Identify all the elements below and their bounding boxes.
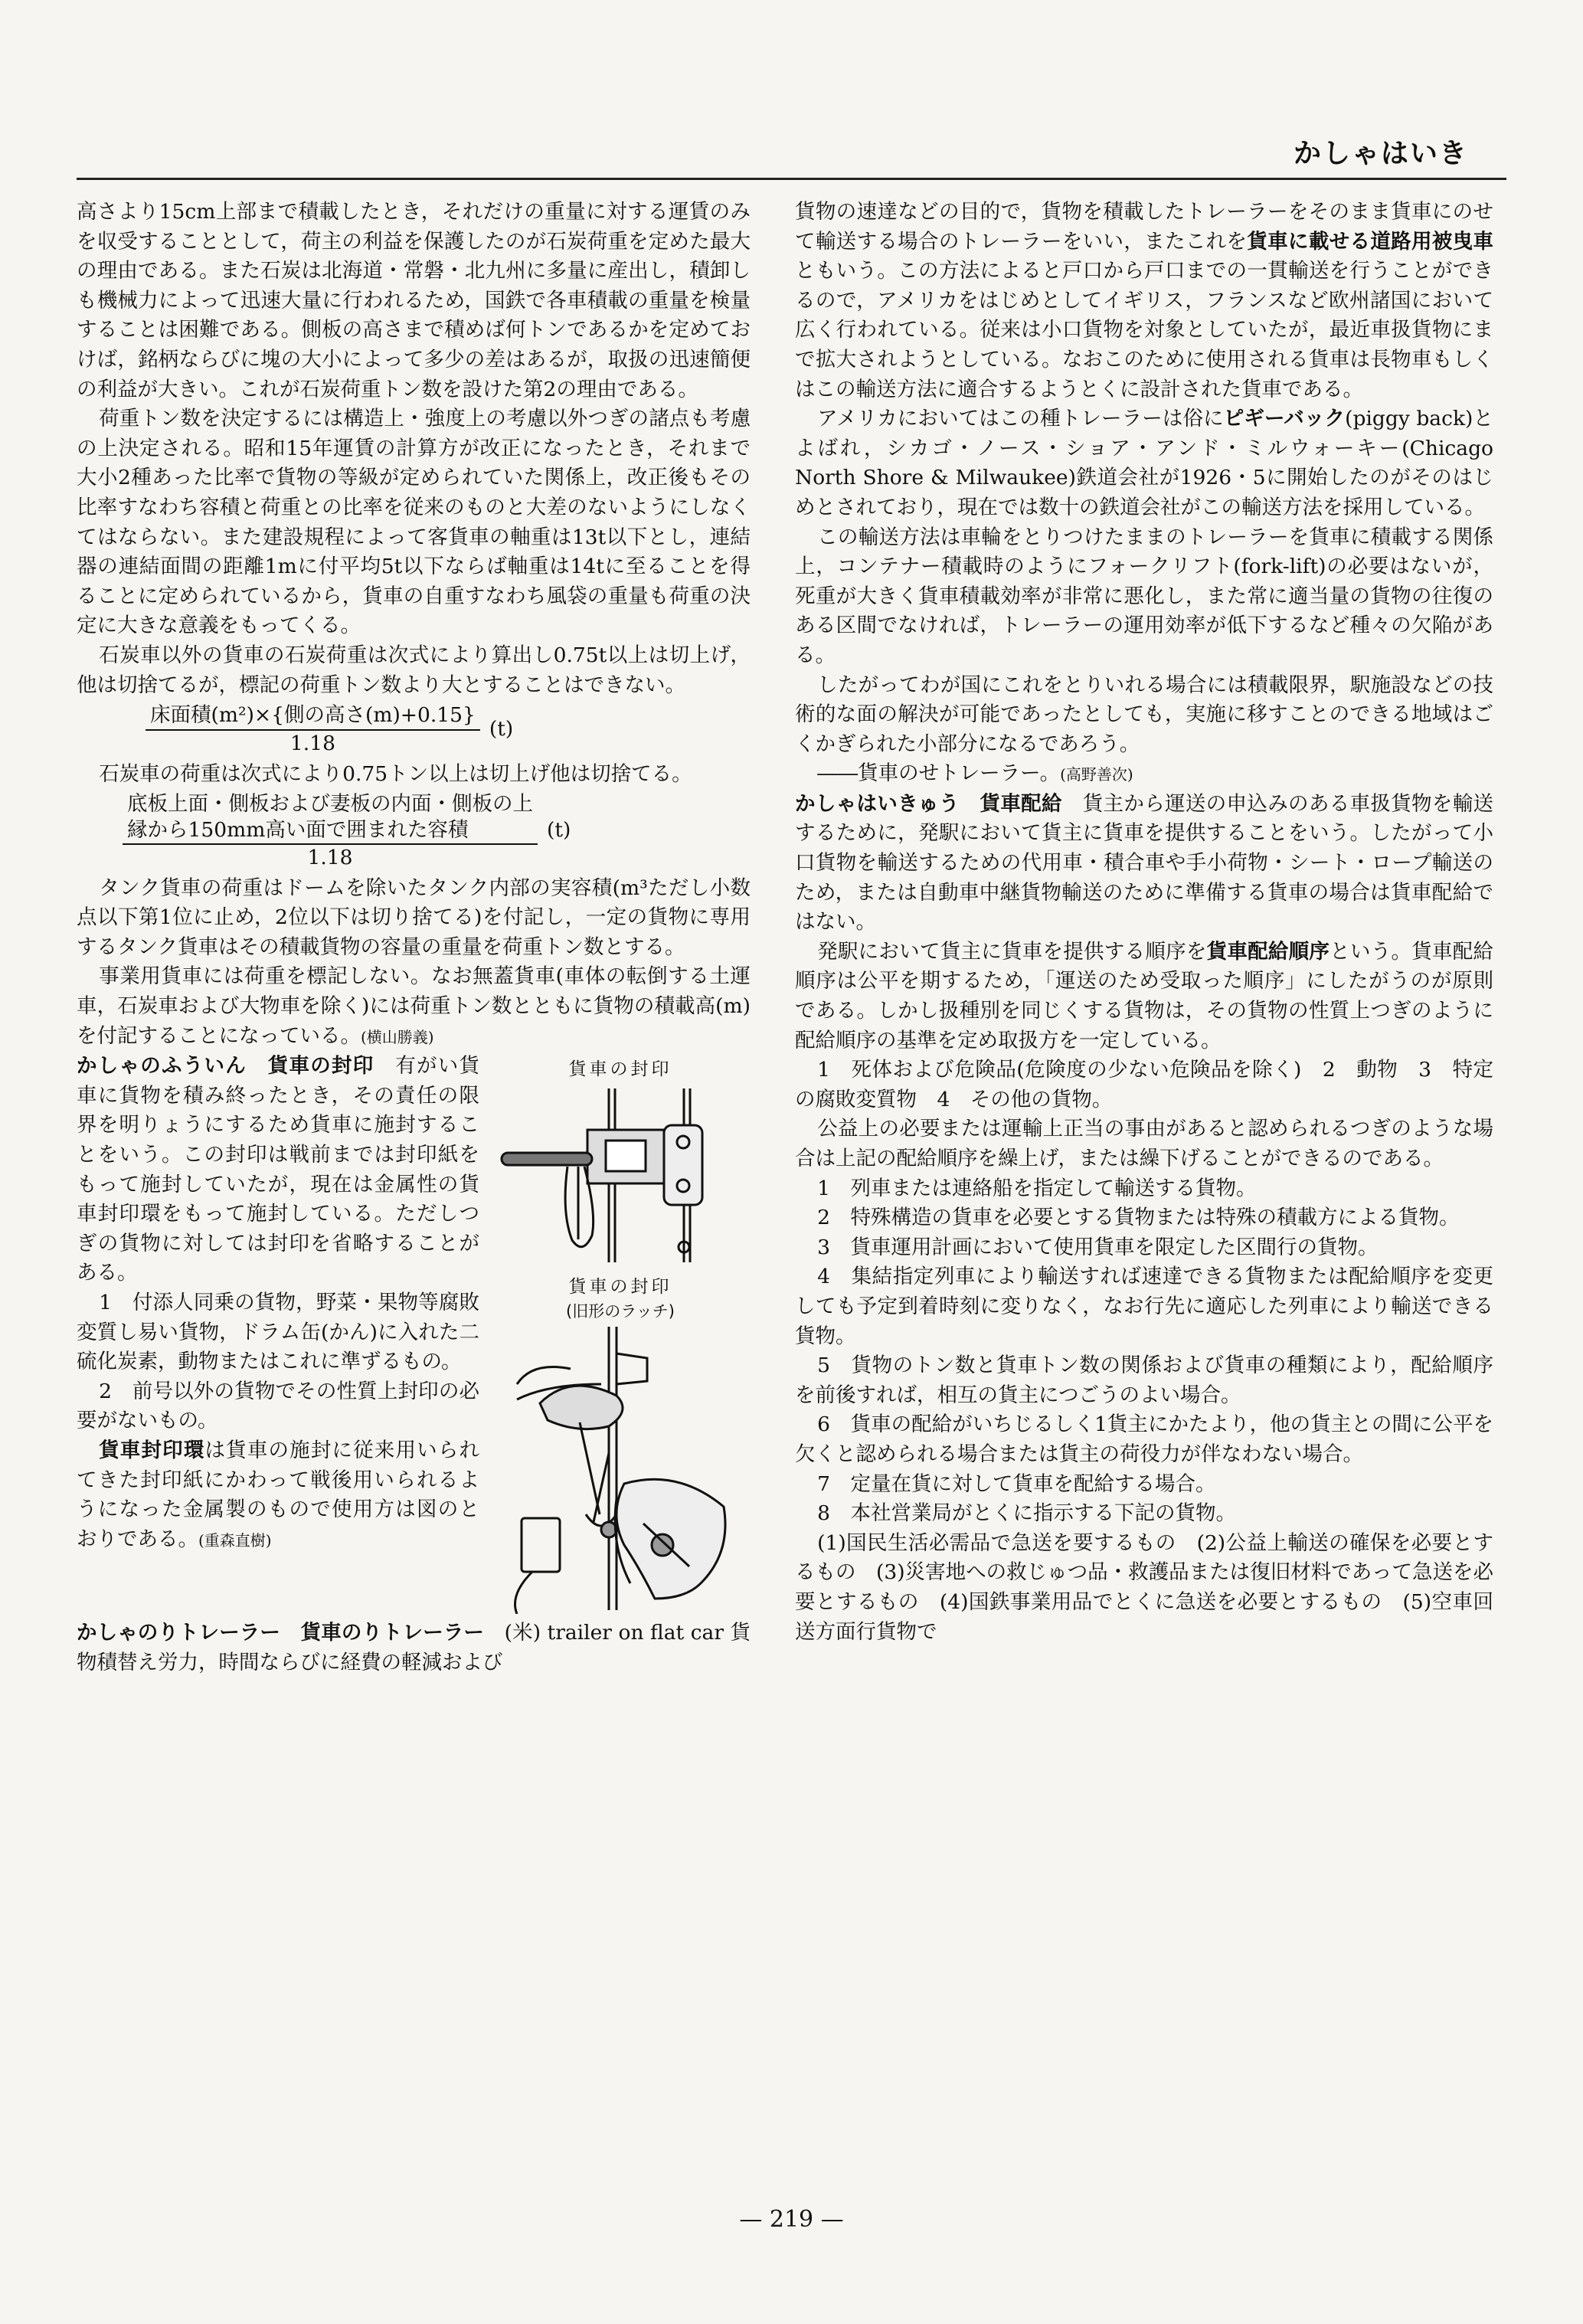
trailer-drawbacks-paragraph: この輸送方法は車輪をとりつけたままのトレーラーを貨車に積載する関係上，コンテナー積載時のようにフォークリフト(fork-lift)の必要はないが，死重が大きく貨車積載効率が非常に悪化し，また常に適当量の貨物の往復のある区間でなければ，トレーラーの運用効率が低下するなど種々の欠陥がある。 (795, 525, 1493, 667)
bold-term: 貨車配給順序 (1206, 939, 1330, 964)
exception-item-6: 6 貨車の配給がいちじるしく1貨主にかたより，他の貨主との間に公平を欠くと認められる場合または貨主の荷役力が伴なわない場合。 (795, 1412, 1493, 1466)
bold-term: 貨車に載せる道路用被曳車 (1247, 229, 1494, 254)
formula-1-numerator: 床面積(m²)×{側の高さ(m)+0.15} (146, 702, 480, 731)
entry-body: 有がい貨車に貨物を積み終ったとき，その責任の限界を明りょうにするため貨車に施封することをいう。この封印は戦前までは封印紙をもって施封していたが，現在は金属性の貨車封印環をもって施封している。ただしつぎの貨物に対しては封印を省略することがある。 (77, 1054, 479, 1285)
text: アメリカにおいてはこの種トレーラーは俗に (817, 407, 1224, 431)
coal-load-formula-intro: 石炭車以外の貨車の石炭荷重は次式により算出し0.75t以上は切上げ，他は切捨てるが，標記の荷重トン数より大とすることはできない。 (77, 643, 751, 697)
author-credit: (横山勝義) (361, 1027, 434, 1046)
old-latch-illustration (494, 1323, 747, 1614)
seal-ring-text: は貨車の施封に従来用いられてきた封印紙にかわって戦後用いられるようになった金属製のもので使用方は図のとおりである。 (77, 1438, 480, 1551)
bold-term: ピギーバック (1223, 407, 1346, 431)
exempt-item-2: 2 前号以外の貨物でその性質上封印の必要がないもの。 (77, 1379, 479, 1433)
header-rule (77, 178, 1506, 180)
figure-2-caption: 貨車の封印 (568, 1277, 672, 1298)
entry-gloss: 貨車のりトレーラー (300, 1621, 485, 1645)
exception-item-5: 5 貨物のトン数と貨車トン数の関係および貨車の種類により，配給順序を前後すれば，相互の貨主につごうのよい場合。 (795, 1353, 1493, 1407)
text: (piggy back)とよばれ，シカゴ・ノース・ショア・アンド・ミルウォーキー(Chicago North Shore & Milwaukee)鉄道会社が1926・5に開始したのがそのはじめとされており，現在では数十の鉄道会社がこの輸送方法を採用している。 (795, 407, 1493, 519)
formula-2-denominator: 1.18 (307, 845, 353, 869)
author-credit: (高野善次) (1060, 765, 1133, 784)
text: 発駅において貨主に貨車を提供する順序を (817, 939, 1207, 964)
coal-load-formula (146, 702, 751, 757)
figure-1-caption: 貨車の封印 (568, 1059, 672, 1080)
right-column (795, 198, 1493, 1647)
distribution-order-paragraph (795, 938, 1493, 1056)
tank-car-paragraph: タンク貨車の荷重はドームを除いたタンク内部の実容積(m³ただし小数点以下第1位に止め，2位以下は切り捨てる)を付記し，一定の貨物に専用するタンク貨車はその積載貨物の容量の重量を荷重トン数とする。 (77, 876, 751, 959)
page-number: — 219 — (739, 2206, 844, 2233)
load-tonnage-paragraph: 荷重トン数を決定するには構造上・強度上の考慮以外つぎの諸点も考慮の上決定される。昭和15年運賃の計算方が改正になったとき，それまで大小2種あった比率で貨物の等級が定められていた関係上，改正後もその比率すなわち容積と荷重との比率を従来のものと大差のないようにしなくてはならない。また建設規程によって客貨車の軸重は13t以下とし，連結器の連結面間の距離1mに付平均5t以下ならば軸重は14tに至ることを得ることに定められているから，貨車の自重すなわち風袋の重量も荷重の決定に大きな意義をもってくる。 (77, 407, 751, 638)
formula-1-unit: (t) (489, 716, 514, 741)
entry-term: かしゃのりトレーラー (77, 1621, 281, 1645)
coal-car-load-intro: 石炭車の荷重は次式により0.75トン以上は切上げ他は切捨てる。 (99, 762, 692, 787)
entry-body: 貨主から運送の申込みのある車扱貨物を輸送するために，発駅において貨主に貨車を提供することをいう。したがって小口貨物を輸送するための代用車・積合車や手小荷物・シート・ロープ輸送のため，または自動車中継貨物輸送のために準備する貨車の場合は貨車配給ではない。 (795, 791, 1494, 935)
exception-item-3: 3 貨車運用計画において使用貨車を限定した区間行の貨物。 (817, 1235, 1379, 1259)
trailer-paragraph-1 (795, 198, 1493, 404)
entry-kasha-no-fuin (77, 1052, 751, 1321)
author-credit: (重森直樹) (198, 1530, 272, 1550)
left-column (77, 198, 751, 1678)
running-header-index-word: かしゃはいき (1293, 138, 1468, 169)
seal-ring-illustration (494, 1082, 747, 1266)
formula-2-numerator-line-1: 底板上面・側板および妻板の内面・側板の上 (127, 791, 533, 816)
figure-2-subcaption: (旧形のラッチ) (566, 1302, 675, 1321)
service-car-paragraph (77, 962, 751, 1052)
entry-gloss: 貨車配給 (980, 791, 1062, 816)
text: 貨物の速達などの目的で，貨物を積載したトレーラーをそのまま貨車にのせて輸送する場合のトレーラーをいい，またこれを (795, 200, 1493, 254)
formula-1-denominator: 1.18 (289, 732, 335, 756)
service-car-text: 事業用貨車には荷重を標記しない。なお無蓋貨車(車体の転倒する土運車，石炭車および大物車を除く)には荷重トン数とともに貨物の積載高(m)を付記することになっている。 (77, 964, 751, 1048)
bold-term: 貨車封印環 (99, 1438, 205, 1462)
exception-item-1: 1 列車または連絡船を指定して輸送する貨物。 (817, 1176, 1257, 1200)
priority-list: 1 死体および危険品(危険度の少ない危険品を除く) 2 動物 3 特定の腐敗変質物 4 その他の貨物。 (795, 1058, 1493, 1111)
cross-reference (795, 759, 1493, 790)
entry-term: かしゃのふういん (77, 1054, 247, 1079)
exception-item-2: 2 特殊構造の貨車を必要とする貨物または特殊の積載方による貨物。 (817, 1206, 1460, 1230)
formula-2-unit: (t) (547, 818, 571, 843)
trailer-japan-paragraph: したがってわが国にこれをとりいれる場合には積載限界，駅施設などの技術的な面の解決が可能であったとしても，実施に移すことのできる地域はごくかぎられた小部分になるであろう。 (795, 673, 1493, 756)
exception-intro: 公益上の必要または運輸上正当の事由があると認められるつぎのような場合は上記の配給順序を繰上げ，または繰下げることができるのである。 (795, 1117, 1493, 1170)
cross-reference-text: ――貨車のせトレーラー。 (817, 761, 1061, 786)
entry-kasha-nori-trailer (77, 1619, 751, 1678)
formula-2-numerator-line-2: 縁から150mm高い面で囲まれた容積 (127, 817, 469, 842)
exception-item-8: 8 本社営業局がとくに指示する下記の貨物。 (817, 1501, 1237, 1526)
exempt-item-1: 1 付添人同乗の貨物，野菜・果物等腐敗変質し易い貨物，ドラム缶(かん)に入れた二硫化炭素，動物またはこれに準ずるもの。 (77, 1291, 479, 1374)
text: ともいう。この方法によると戸口から戸口までの一貫輸送を行うことができるので，アメリカをはじめとしてイギリス，フランスなど欧州諸国において広く行われている。従来は小口貨物を対象としていたが，最近車扱貨物にまで拡大されようとしている。なおこのために使用される貨車は長物車もしくはこの輸送方法に適合するようとくに設計された貨車である。 (795, 259, 1493, 401)
text: という。貨車配給順序は公平を期するため，「運送のため受取った順序」にしたがうのが原則である。しかし扱種別を同じくする貨物は，その貨物の性質上つぎのように配給順序の基準を定め取扱方を一定している。 (795, 939, 1494, 1052)
entry-body: (米) trailer on flat car 貨物積替え労力，時間ならびに経費の軽減および (77, 1621, 751, 1674)
formula-2-numerator (123, 791, 538, 845)
entry-term: かしゃはいきゅう (795, 791, 960, 816)
exception-item-7: 7 定量在貨に対して貨車を配給する場合。 (817, 1471, 1216, 1496)
entry-gloss: 貨車の封印 (267, 1054, 374, 1079)
entry-kasha-haikyu (795, 790, 1493, 938)
exception-item-8-subitems: (1)国民生活必需品で急送を要するもの (2)公益上輸送の確保を必要とするもの (3)災害地への救じゅつ品・救護品または復旧材料であって急送を必要とするもの (4)国鉄事業用品でとくに急送を必要とするもの (5)空車回送方面行貨物で (795, 1530, 1493, 1644)
piggy-back-paragraph (795, 404, 1493, 522)
exception-item-4: 4 集結指定列車により輸送すれば速達できる貨物または配給順序を変更しても予定到着時刻に変りなく，なお行先に適応した列車により輸送できる貨物。 (795, 1265, 1493, 1348)
coal-load-paragraph-1: 高さより15cm上部まで積載したとき，それだけの重量に対する運賃のみを収受することとして，荷主の利益を保護したのが石炭荷重を定めた最大の理由である。また石炭は北海道・常磐・北九州に多量に産出し，積卸しも機械力によって迅速大量に行われるため，国鉄で各車積載の重量を検量することは困難である。側板の高さまで積めば何トンであるかを定めておけば，銘柄ならびに塊の大小によって多少の差はあるが，取扱の迅速簡便の利益が大きい。これが石炭荷重トン数を設けた第2の理由である。 (77, 200, 751, 401)
seal-figures (490, 1056, 751, 1614)
coal-car-load-formula (123, 791, 751, 871)
